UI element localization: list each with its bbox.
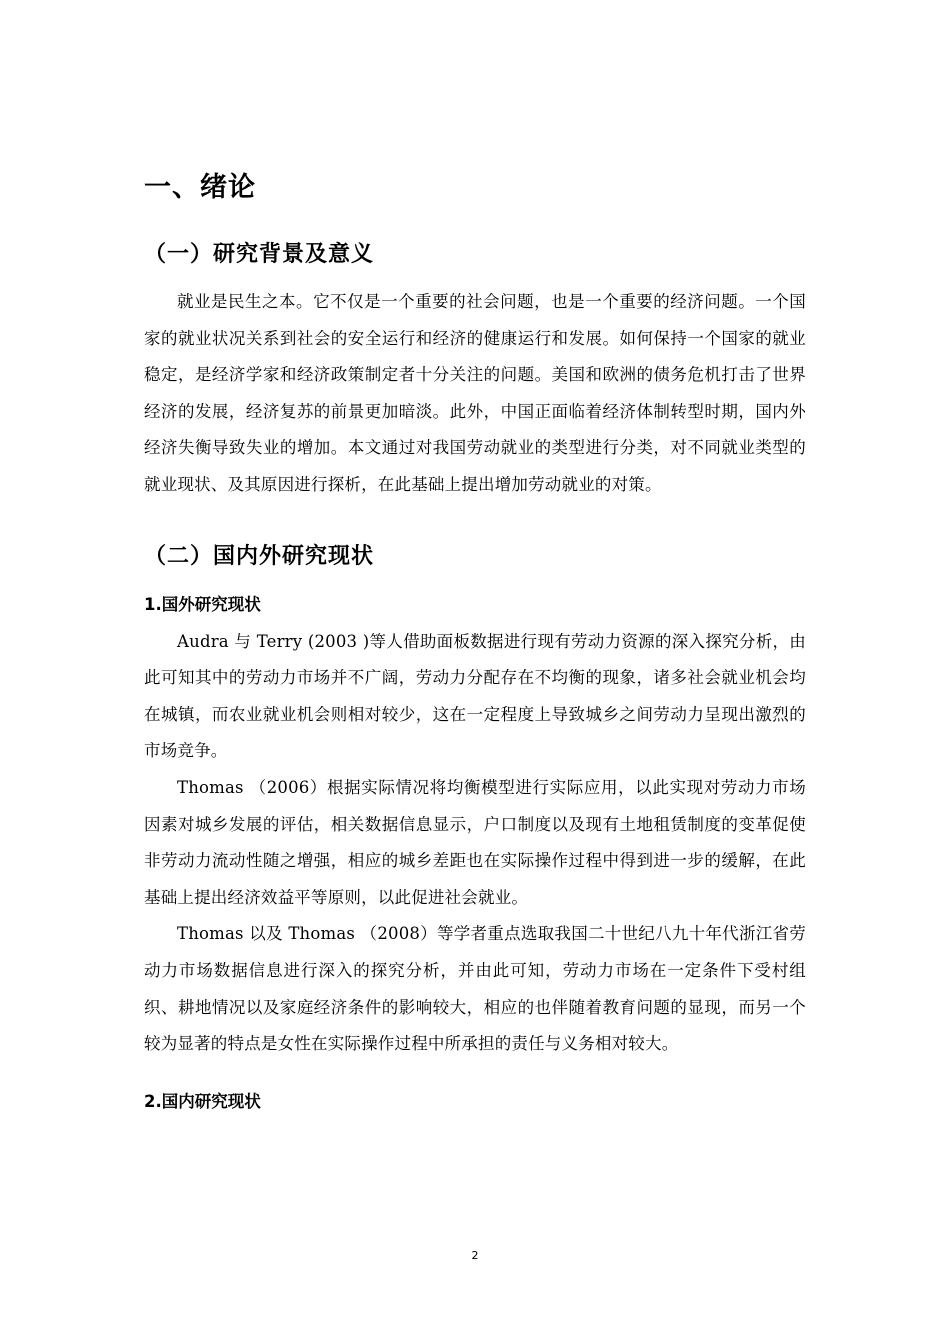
page-content <box>144 168 806 1115</box>
paragraph-thomas-2006: Thomas （2006）根据实际情况将均衡模型进行实际应用，以此实现对劳动力市场因素对城乡发展的评估，相关数据信息显示，户口制度以及现有土地租赁制度的变革促使非劳动力流动性随之增强，相应的城乡差距也在实际操作过程中得到进一步的缓解，在此基础上提出经济效益平等原则，以此促进社会就业。 <box>144 777 806 907</box>
paragraph-thomas-2008: Thomas 以及 Thomas （2008）等学者重点选取我国二十世纪八九十年代浙江省劳动力市场数据信息进行深入的探究分析，并由此可知，劳动力市场在一定条件下受村组织、耕地情况以及家庭经济条件的影响较大，相应的也伴随着教育问题的显现，而另一个较为显著的特点是女性在实际操作过程中所承担的责任与义务相对较大。 <box>144 924 806 1054</box>
paragraph-background: 就业是民生之本。它不仅是一个重要的社会问题，也是一个重要的经济问题。一个国家的就业状况关系到社会的安全运行和经济的健康运行和发展。如何保持一个国家的就业稳定，是经济学家和经济政策制定者十分关注的问题。美国和欧洲的债务危机打击了世界经济的发展，经济复苏的前景更加暗淡。此外，中国正面临着经济体制转型时期，国内外经济失衡导致失业的增加。本文通过对我国劳动就业的类型进行分类，对不同就业类型的就业现状、及其原因进行探析，在此基础上提出增加劳动就业的对策。 <box>144 292 806 494</box>
subsection-heading-foreign-research: 1.国外研究现状 <box>144 594 261 614</box>
section-heading-research-status: （二）国内外研究现状 <box>144 543 375 569</box>
section-heading-background: （一）研究背景及意义 <box>144 242 375 267</box>
subsection-heading-domestic-research: 2.国内研究现状 <box>144 1091 261 1111</box>
chapter-title: 一、绪论 <box>144 172 256 203</box>
paragraph-audra-terry: Audra 与 Terry (2003 )等人借助面板数据进行现有劳动力资源的深入探究分析，由此可知其中的劳动力市场并不广阔，劳动力分配存在不均衡的现象，诸多社会就业机会均在城镇，而农业就业机会则相对较少，这在一定程度上导致城乡之间劳动力呈现出激烈的市场竞争。 <box>144 631 806 761</box>
page-number: 2 <box>471 1249 479 1262</box>
